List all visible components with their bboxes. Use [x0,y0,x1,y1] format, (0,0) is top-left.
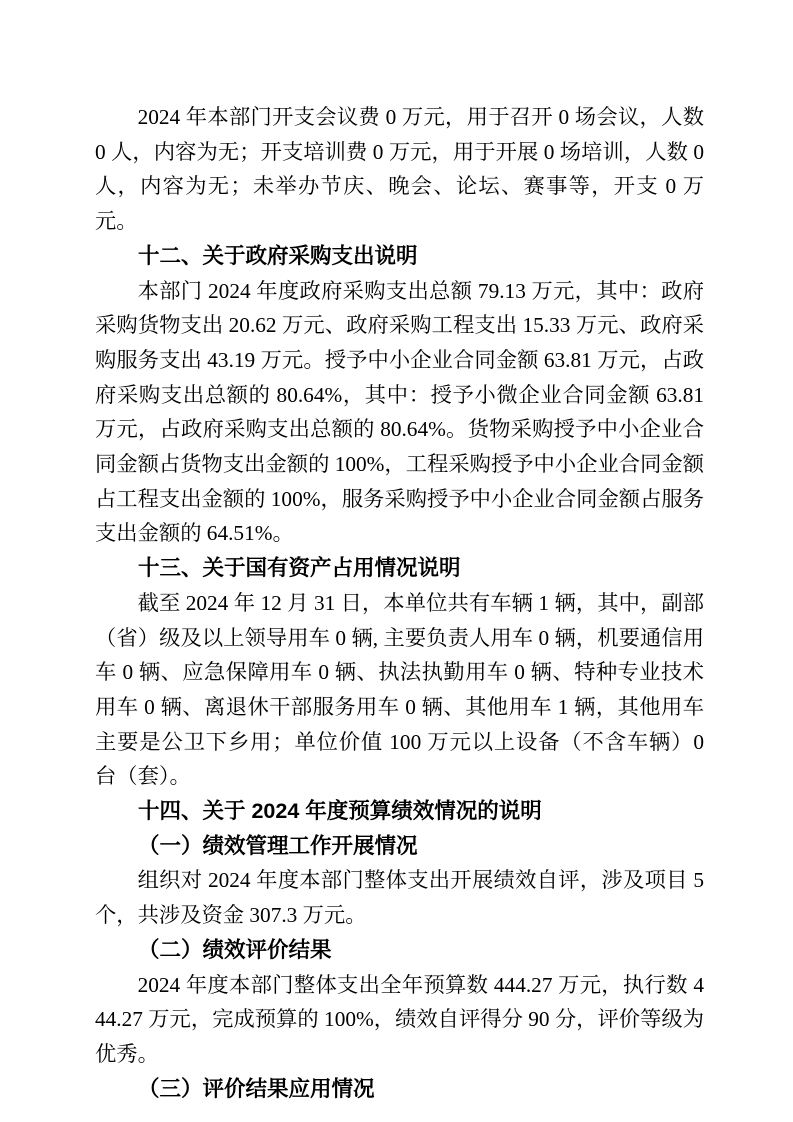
heading-budget-performance: 十四、关于 2024 年度预算绩效情况的说明 [138,799,542,824]
subheading-performance-evaluation-result: （二）绩效评价结果 [138,937,332,962]
paragraph-performance-self-evaluation: 组织对 2024 年度本部门整体支出开展绩效自评，涉及项目 5 个，共涉及资金 307.3 万元。 [95,868,704,928]
paragraph-performance-evaluation-detail: 2024 年度本部门整体支出全年预算数 444.27 万元，执行数 444.27 万元，完成预算的 100%，绩效自评得分 90 分，评价等级为优秀。 [95,972,704,1066]
subheading-evaluation-result-application: （三）评价结果应用情况 [138,1076,375,1101]
paragraph-gov-procurement-detail: 本部门 2024 年度政府采购支出总额 79.13 万元，其中：政府采购货物支出 20.62 万元、政府采购工程支出 15.33 万元、政府采购服务支出 43.19 万元。授予中小企业合同金额 63.81 万元，占政府采购支出总额的 80.64%，其中：授予小微企业合同金额 63.81 万元，占政府采购支出总额的 80.64%。货物采购授予中小企业合同金额占货物支出金额的 100%，工程采购授予中小企业合同金额占工程支出金额的 100%，服务采购授予中小企业合同金额占服务支出金额的 64.51%。 [95,278,704,546]
heading-gov-procurement: 十二、关于政府采购支出说明 [138,243,418,268]
paragraph-state-assets-detail: 截至 2024 年 12 月 31 日，本单位共有车辆 1 辆，其中，副部（省）级及以上领导用车 0 辆, 主要负责人用车 0 辆，机要通信用车 0 辆、应急保障用车 0 辆、执法执勤用车 0 辆、特种专业技术用车 0 辆、离退休干部服务用车 0 辆、其他用车 1 辆，其他用车主要是公卫下乡用；单位价值 100 万元以上设备（不含车辆）0 台（套）。 [95,590,704,789]
subheading-performance-management: （一）绩效管理工作开展情况 [138,833,418,858]
heading-state-assets: 十三、关于国有资产占用情况说明 [138,556,461,581]
paragraph-meeting-training-expense: 2024 年本部门开支会议费 0 万元，用于召开 0 场会议，人数 0 人，内容为无；开支培训费 0 万元，用于开展 0 场培训，人数 0 人，内容为无；未举办节庆、晚会、论坛、赛事等，开支 0 万元。 [95,105,704,234]
